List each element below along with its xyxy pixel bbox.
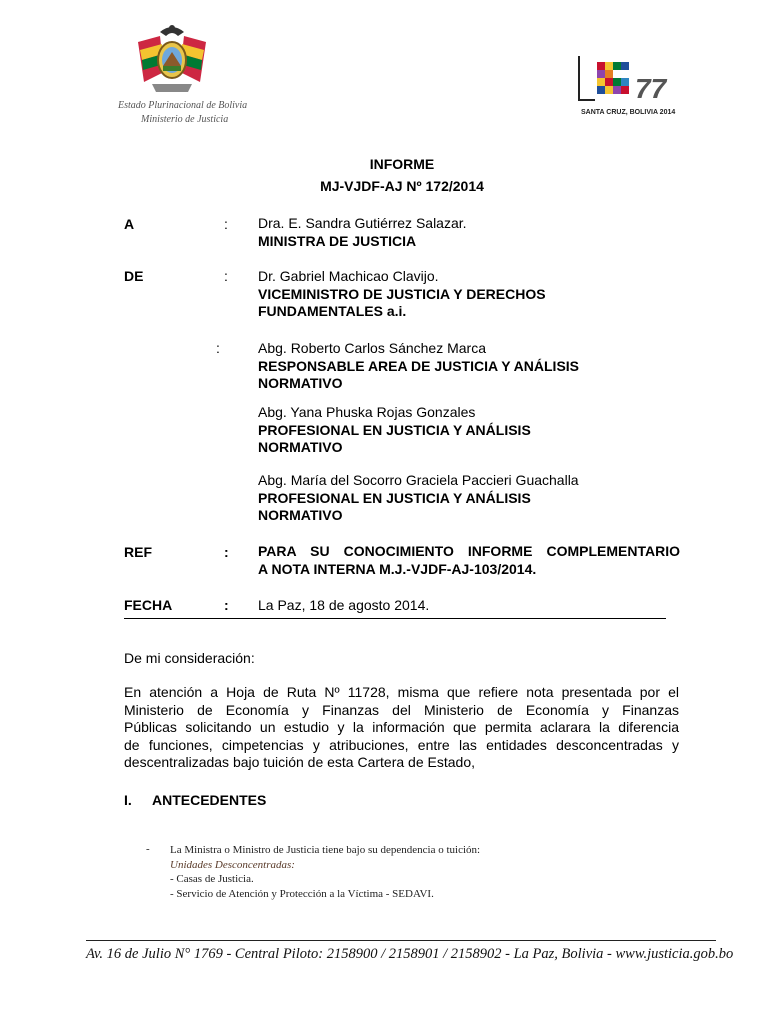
greeting: De mi consideración: <box>124 650 255 666</box>
bullet-line: La Ministra o Ministro de Justicia tiene bajo su dependencia o tuición: <box>170 844 481 856</box>
document-number: MJ-VJDF-AJ Nº 172/2014 <box>320 178 484 194</box>
sender-1-position-line1: VICEMINISTRO DE JUSTICIA Y DERECHOS <box>258 285 546 302</box>
svg-text:77: 77 <box>635 73 667 104</box>
sender-1 <box>258 268 683 321</box>
memo-colon: : <box>224 216 228 232</box>
sender-1-name: Dr. Gabriel Machicao Clavijo. <box>258 268 439 284</box>
document-title: INFORME <box>369 156 435 172</box>
sender-4 <box>258 472 683 525</box>
antecedentes-bullet <box>170 843 480 901</box>
sender-2-name: Abg. Roberto Carlos Sánchez Marca <box>258 340 486 356</box>
sender-4-position-line2: NORMATIVO <box>258 507 343 523</box>
g77-summit-logo <box>575 52 697 120</box>
header-divider <box>124 618 666 619</box>
bullet-line: - Casas de Justicia. <box>170 873 254 885</box>
sender-1-position-line2: FUNDAMENTALES a.i. <box>258 303 407 319</box>
memo-colon: : <box>224 268 228 284</box>
paragraph-line: de funciones, cimpetencias y atribuciones, entre las entidades desconcentradas y <box>124 736 679 753</box>
bullet-subheading: Unidades Desconcentradas: <box>170 858 295 871</box>
paragraph-line: En atención a Hoja de Ruta Nº 11728, misma que refiere nota presentada por el <box>124 684 679 700</box>
footer-divider <box>86 940 716 941</box>
bullet-line: - Servicio de Atención y Protección a la Víctima - SEDAVI. <box>170 887 434 900</box>
sender-2 <box>258 340 683 393</box>
reference-line1: PARA SU CONOCIMIENTO INFORME COMPLEMENTARIO <box>258 543 680 559</box>
paragraph-line: descentralizadas bajo tuición de esta Cartera de Estado, <box>124 754 475 770</box>
sender-4-position-line1: PROFESIONAL EN JUSTICIA Y ANÁLISIS <box>258 489 531 506</box>
sender-3-position-line2: NORMATIVO <box>258 439 343 455</box>
bullet-marker: - <box>146 843 150 855</box>
memo-colon: : <box>216 340 220 356</box>
g77-logo-caption: SANTA CRUZ, BOLIVIA 2014 <box>581 109 676 116</box>
paragraph-line: Públicas solicitando un estudio y la información que permita aclarara la diferencia <box>124 719 679 735</box>
org-name-ministry: Ministerio de Justicia <box>141 114 229 125</box>
sender-2-position-line1: RESPONSABLE AREA DE JUSTICIA Y ANÁLISIS <box>258 357 580 374</box>
sender-3 <box>258 404 683 457</box>
org-name-state: Estado Plurinacional de Bolivia <box>118 100 248 111</box>
sender-3-position-line1: PROFESIONAL EN JUSTICIA Y ANÁLISIS <box>258 421 531 438</box>
section-heading: ANTECEDENTES <box>152 792 267 808</box>
paragraph-line: Ministerio de Economía y Finanzas del Ministerio de Economía y Finanzas <box>124 701 679 718</box>
memo-colon: : <box>224 597 229 613</box>
memo-label-de: DE <box>124 268 144 284</box>
recipient-name: Dra. E. Sandra Gutiérrez Salazar. <box>258 215 467 231</box>
sender-3-name: Abg. Yana Phuska Rojas Gonzales <box>258 404 476 420</box>
bolivia-coat-of-arms-logo <box>130 22 214 98</box>
sender-4-name: Abg. María del Socorro Graciela Paccieri Guachalla <box>258 472 579 488</box>
memo-label-fecha: FECHA <box>124 597 173 613</box>
sender-2-position-line2: NORMATIVO <box>258 375 343 391</box>
recipient-position: MINISTRA DE JUSTICIA <box>258 232 417 249</box>
memo-date: La Paz, 18 de agosto 2014. <box>258 597 430 613</box>
memo-label-ref: REF <box>124 544 152 560</box>
reference-line2: A NOTA INTERNA M.J.-VJDF-AJ-103/2014. <box>258 560 537 577</box>
intro-paragraph <box>124 684 679 772</box>
memo-colon: : <box>224 544 229 560</box>
section-number: I. <box>124 792 132 808</box>
footer-address: Av. 16 de Julio N° 1769 - Central Piloto: 2158900 / 2158901 / 2158902 - La Paz, Bolivia - www.justicia.gob.bo <box>86 946 734 962</box>
memo-reference <box>258 543 680 578</box>
memo-label-a: A <box>124 216 135 232</box>
memo-recipient <box>258 215 683 250</box>
